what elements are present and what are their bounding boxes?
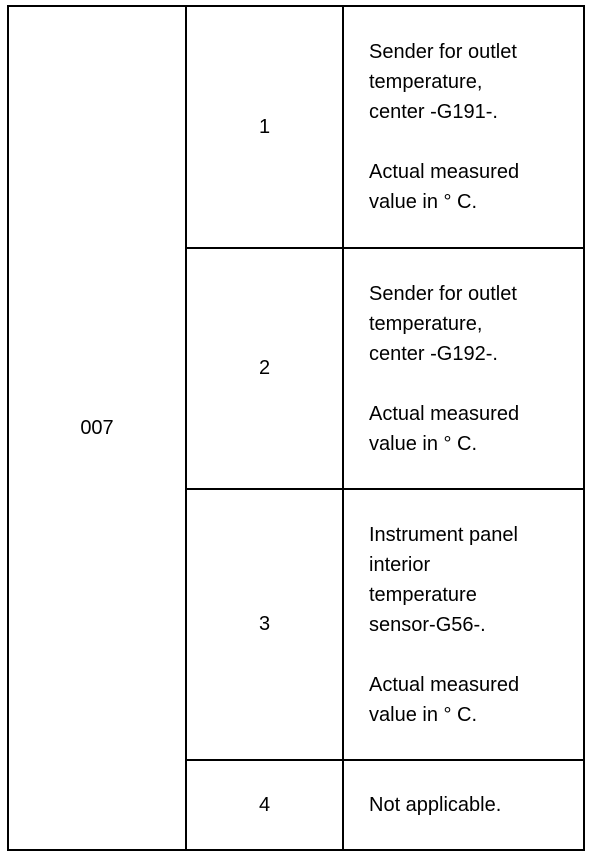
display-field-cell — [187, 249, 342, 488]
display-field-cell — [187, 7, 342, 247]
description-note: Actual measured value in ° C. — [369, 161, 520, 213]
display-field-number: 3 — [258, 613, 271, 635]
display-field-cell — [187, 761, 342, 849]
description-note: Actual measured value in ° C. — [369, 673, 520, 726]
display-field-number: 1 — [258, 115, 271, 138]
description-cell — [344, 490, 583, 759]
description-text: Not applicable. — [369, 794, 502, 816]
display-group-number: 007 — [80, 416, 114, 439]
description-cell — [344, 7, 583, 247]
display-field-cell — [187, 490, 342, 759]
description-cell — [344, 761, 583, 849]
display-group-cell — [9, 7, 185, 849]
description-text: Sender for outlet temperature, center -G191-. — [369, 41, 517, 123]
measuring-value-table — [7, 5, 585, 851]
description-text: Sender for outlet temperature, center -G192-. — [369, 282, 517, 365]
description-text: Instrument panel interior temperature sensor-G56-. — [369, 523, 518, 636]
description-note: Actual measured value in ° C. — [369, 402, 520, 455]
display-field-number: 4 — [258, 793, 271, 816]
description-cell — [344, 249, 583, 488]
display-field-number: 2 — [258, 357, 271, 379]
